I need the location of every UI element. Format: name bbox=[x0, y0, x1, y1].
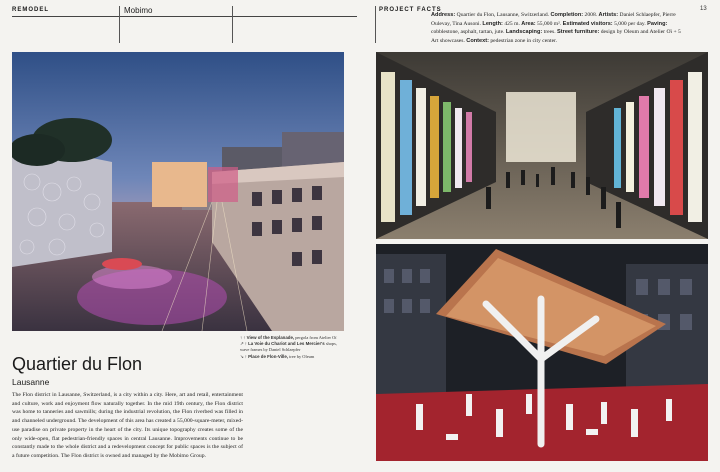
fact-context: Context: pedestrian zone in city center. bbox=[466, 37, 558, 44]
fact-length: Length: 425 m. bbox=[482, 20, 520, 27]
header-divider-2 bbox=[232, 6, 233, 43]
photo-tree-structure-night bbox=[376, 244, 708, 461]
photo-illuminated-street bbox=[376, 52, 708, 239]
article-body: The Flon district in Lausanne, Switzerland, is a city within a city. Here, art and retail, entertainment and culture, work and enjoyment flow naturally together. In the mid 19th century, the Flon district was home to tanneries and sawmills; during the industrial revolution, the Flon riverbed was filled in and channeled underground. The development of this area has created a 55,000-square-meter, mixed-use paradise on private property in the heart of the city. Its unique topography creates some of the only wide-open, flat pedestrian-friendly spaces in central Lausanne. Improvements continue to be constantly made to the whole district and a redevelopment concept for public spaces is the subject of a future competition. The Flon district is owned and managed by the Mobimo Group. bbox=[12, 392, 243, 459]
caption-esplanade: ↑ ↑ View of the Esplanade, pergola from Atelier Oï bbox=[240, 335, 337, 340]
fact-address: Address: Quartier du Flon, Lausanne, Switzerland. bbox=[431, 12, 550, 18]
header-rule-left bbox=[12, 16, 357, 17]
section-label-remodel: REMODEL bbox=[12, 7, 49, 13]
section-label-project-facts: PROJECT FACTS bbox=[379, 7, 442, 13]
fact-landscaping: Landscaping: trees. bbox=[505, 29, 556, 36]
fact-area: Area: 55,000 m². bbox=[521, 20, 562, 27]
caption-place-de-flon-ville: ↘ ↑ Place de Flon-Ville, tree by Oleum bbox=[240, 353, 315, 359]
fact-visitors: Estimated visitors: 5,000 per day. bbox=[562, 20, 646, 27]
fact-street-furniture: Street furniture: design by Oleum and Atelier Oï + 5 Art showcases. bbox=[431, 29, 681, 44]
fact-completion: Completion: 2008. bbox=[550, 12, 598, 18]
article-title: Quartier du Flon bbox=[12, 354, 143, 374]
header-divider-1 bbox=[119, 6, 120, 43]
fact-paving: Paving: cobblestone, asphalt, tartan, jute. bbox=[431, 20, 668, 36]
article-location: Lausanne bbox=[12, 377, 50, 387]
facts-divider bbox=[375, 6, 376, 43]
project-facts bbox=[431, 11, 689, 45]
header-title-mobimo: Mobimo bbox=[124, 6, 153, 15]
fact-artists: Artists: Daniel Schlaepfer, Pierre Oulevay, Tina Ausoni. bbox=[431, 12, 676, 27]
page-number: 13 bbox=[700, 6, 707, 12]
photo-captions bbox=[240, 335, 344, 360]
caption-voie-du-chariot: ↗ ↑ La Voie du Chariot and Les Mercier's shops, wave frames by Daniel Schlaepfer bbox=[240, 341, 337, 353]
photo-esplanade-dusk bbox=[12, 52, 344, 331]
